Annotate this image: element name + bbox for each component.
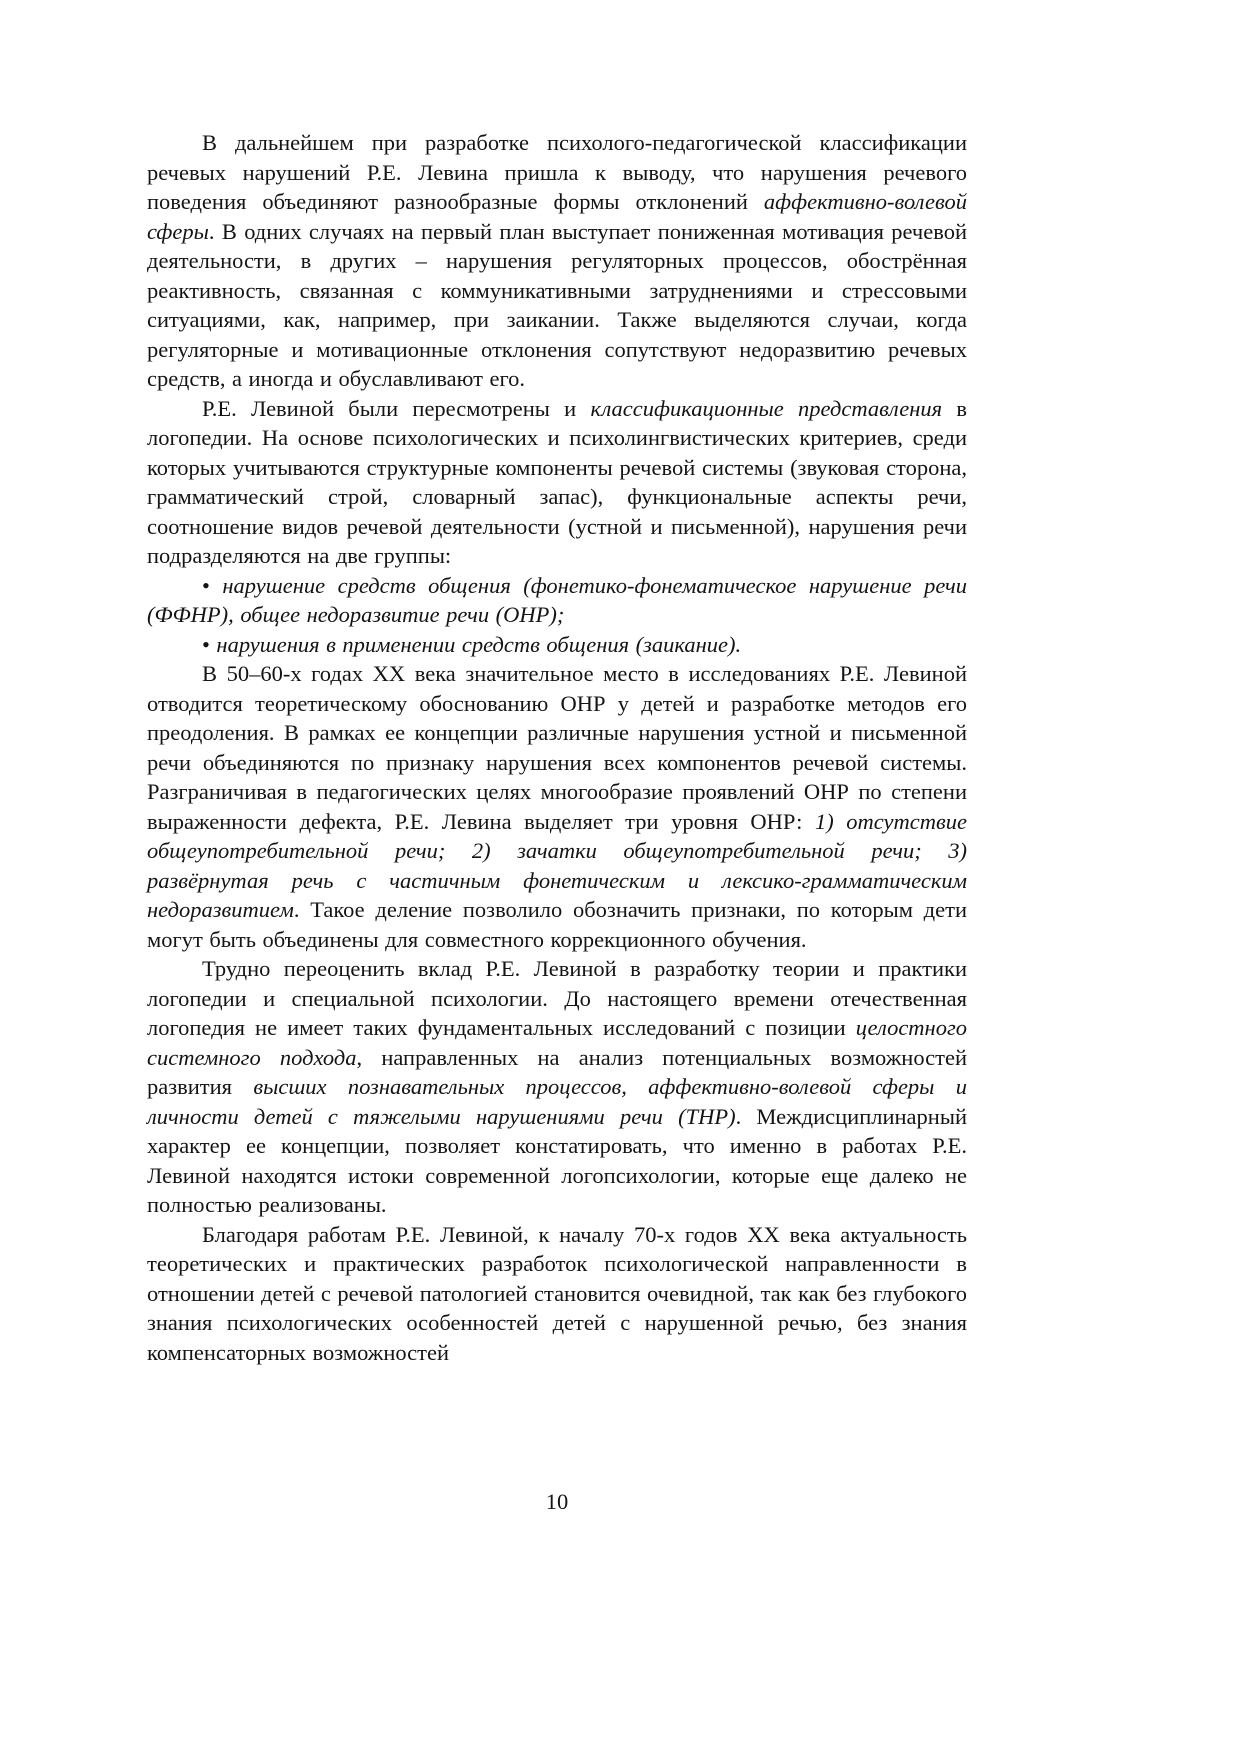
text-run: Трудно переоценить вклад Р.Е. Левиной в разработку теории и практики логопедии и специальной психологии. До настоящего времени отечественная логопедия не имеет таких фундаментальных исследований с позиции bbox=[147, 956, 967, 1040]
text-run-italic: нарушения в применении средств общения (заикание). bbox=[216, 631, 742, 657]
text-run: В 50–60-х годах XX века значительное место в исследованиях Р.Е. Левиной отводится теоретическому обоснованию ОНР у детей и разработке методов его преодоления. В рамках ее концепции различные нарушения устной и письменной речи объединяются по признаку нарушения всех компонентов речевой системы. Разграничивая в педагогических целях многообразие проявлений ОНР по степени выраженности дефекта, Р.Е. Левина выделяет три уровня ОНР: bbox=[147, 661, 967, 834]
text-run-italic: целостного системного подхода bbox=[147, 1015, 967, 1070]
bullet-icon: • bbox=[202, 572, 223, 598]
text-run: . Междисциплинарный характер ее концепции, позволяет констатировать, что именно в работах Р.Е. Левиной находятся истоки современной логопсихологии, которые еще далеко не полностью реализованы. bbox=[147, 1103, 967, 1217]
paragraph bbox=[147, 1220, 967, 1368]
paragraph bbox=[147, 954, 967, 1220]
paragraph bbox=[147, 128, 967, 394]
paragraph bbox=[147, 659, 967, 954]
text-run: . Такое деление позволило обозначить признаки, по которым дети могут быть объединены для совместного коррекционного обучения. bbox=[147, 897, 967, 952]
text-run-italic: нарушение средств общения (фонетико-фонематическое нарушение речи (ФФНР), общее недоразвитие речи (ОНР); bbox=[147, 572, 967, 627]
text-run: , направленных на анализ потенциальных возможностей развития bbox=[147, 1044, 967, 1099]
text-run: в логопедии. На основе психологических и психолингвистических критериев, среди которых учитываются структурные компоненты речевой системы (звуковая сторона, грамматический строй, словарный запас), функциональные аспекты речи, соотношение видов речевой деятельности (устной и письменной), нарушения речи подразделяются на две группы: bbox=[147, 395, 967, 568]
text-run-italic: высших познавательных процессов, аффективно-волевой сферы и личности детей с тяжелыми нарушениями речи (ТНР) bbox=[147, 1074, 967, 1129]
text-run: Благодаря работам Р.Е. Левиной, к началу 70-х годов XX века актуальность теоретических и практических разработок психологической направленности в отношении детей с речевой патологией становится очевидной, так как без глубокого знания психологических особенностей детей с нарушенной речью, без знания компенсаторных возможностей bbox=[147, 1221, 967, 1365]
page-number: 10 bbox=[545, 1489, 569, 1514]
text-run-italic: классификационные представления bbox=[590, 395, 943, 421]
text-run: . В одних случаях на первый план выступает пониженная мотивация речевой деятельности, в других – нарушения регуляторных процессов, обострённая реактивность, связанная с коммуникативными затруднениями и стрессовыми ситуациями, как, например, при заикании. Также выделяются случаи, когда регуляторные и мотивационные отклонения сопутствуют недоразвитию речевых средств, а иногда и обуславливают его. bbox=[147, 218, 967, 391]
text-run: В дальнейшем при разработке психолого-педагогической классификации речевых нарушений Р.Е. Левина пришла к выводу, что нарушения речевого поведения объединяют разнообразные формы отклонений bbox=[147, 130, 967, 214]
bullet-paragraph bbox=[147, 630, 967, 660]
bullet-paragraph bbox=[147, 571, 967, 630]
text-block bbox=[147, 128, 967, 1367]
text-run-italic: 1) отсутствие общеупотребительной речи; 2) зачатки общеупотребительной речи; 3) развёрнутая речь с частичным фонетическим и лексико-грамматическим недоразвитием bbox=[147, 808, 968, 922]
paragraph bbox=[147, 394, 967, 571]
text-run-italic: аффективно-волевой сферы bbox=[147, 189, 967, 244]
text-run: Р.Е. Левиной были пересмотрены и bbox=[202, 395, 591, 421]
bullet-icon: • bbox=[202, 631, 217, 657]
